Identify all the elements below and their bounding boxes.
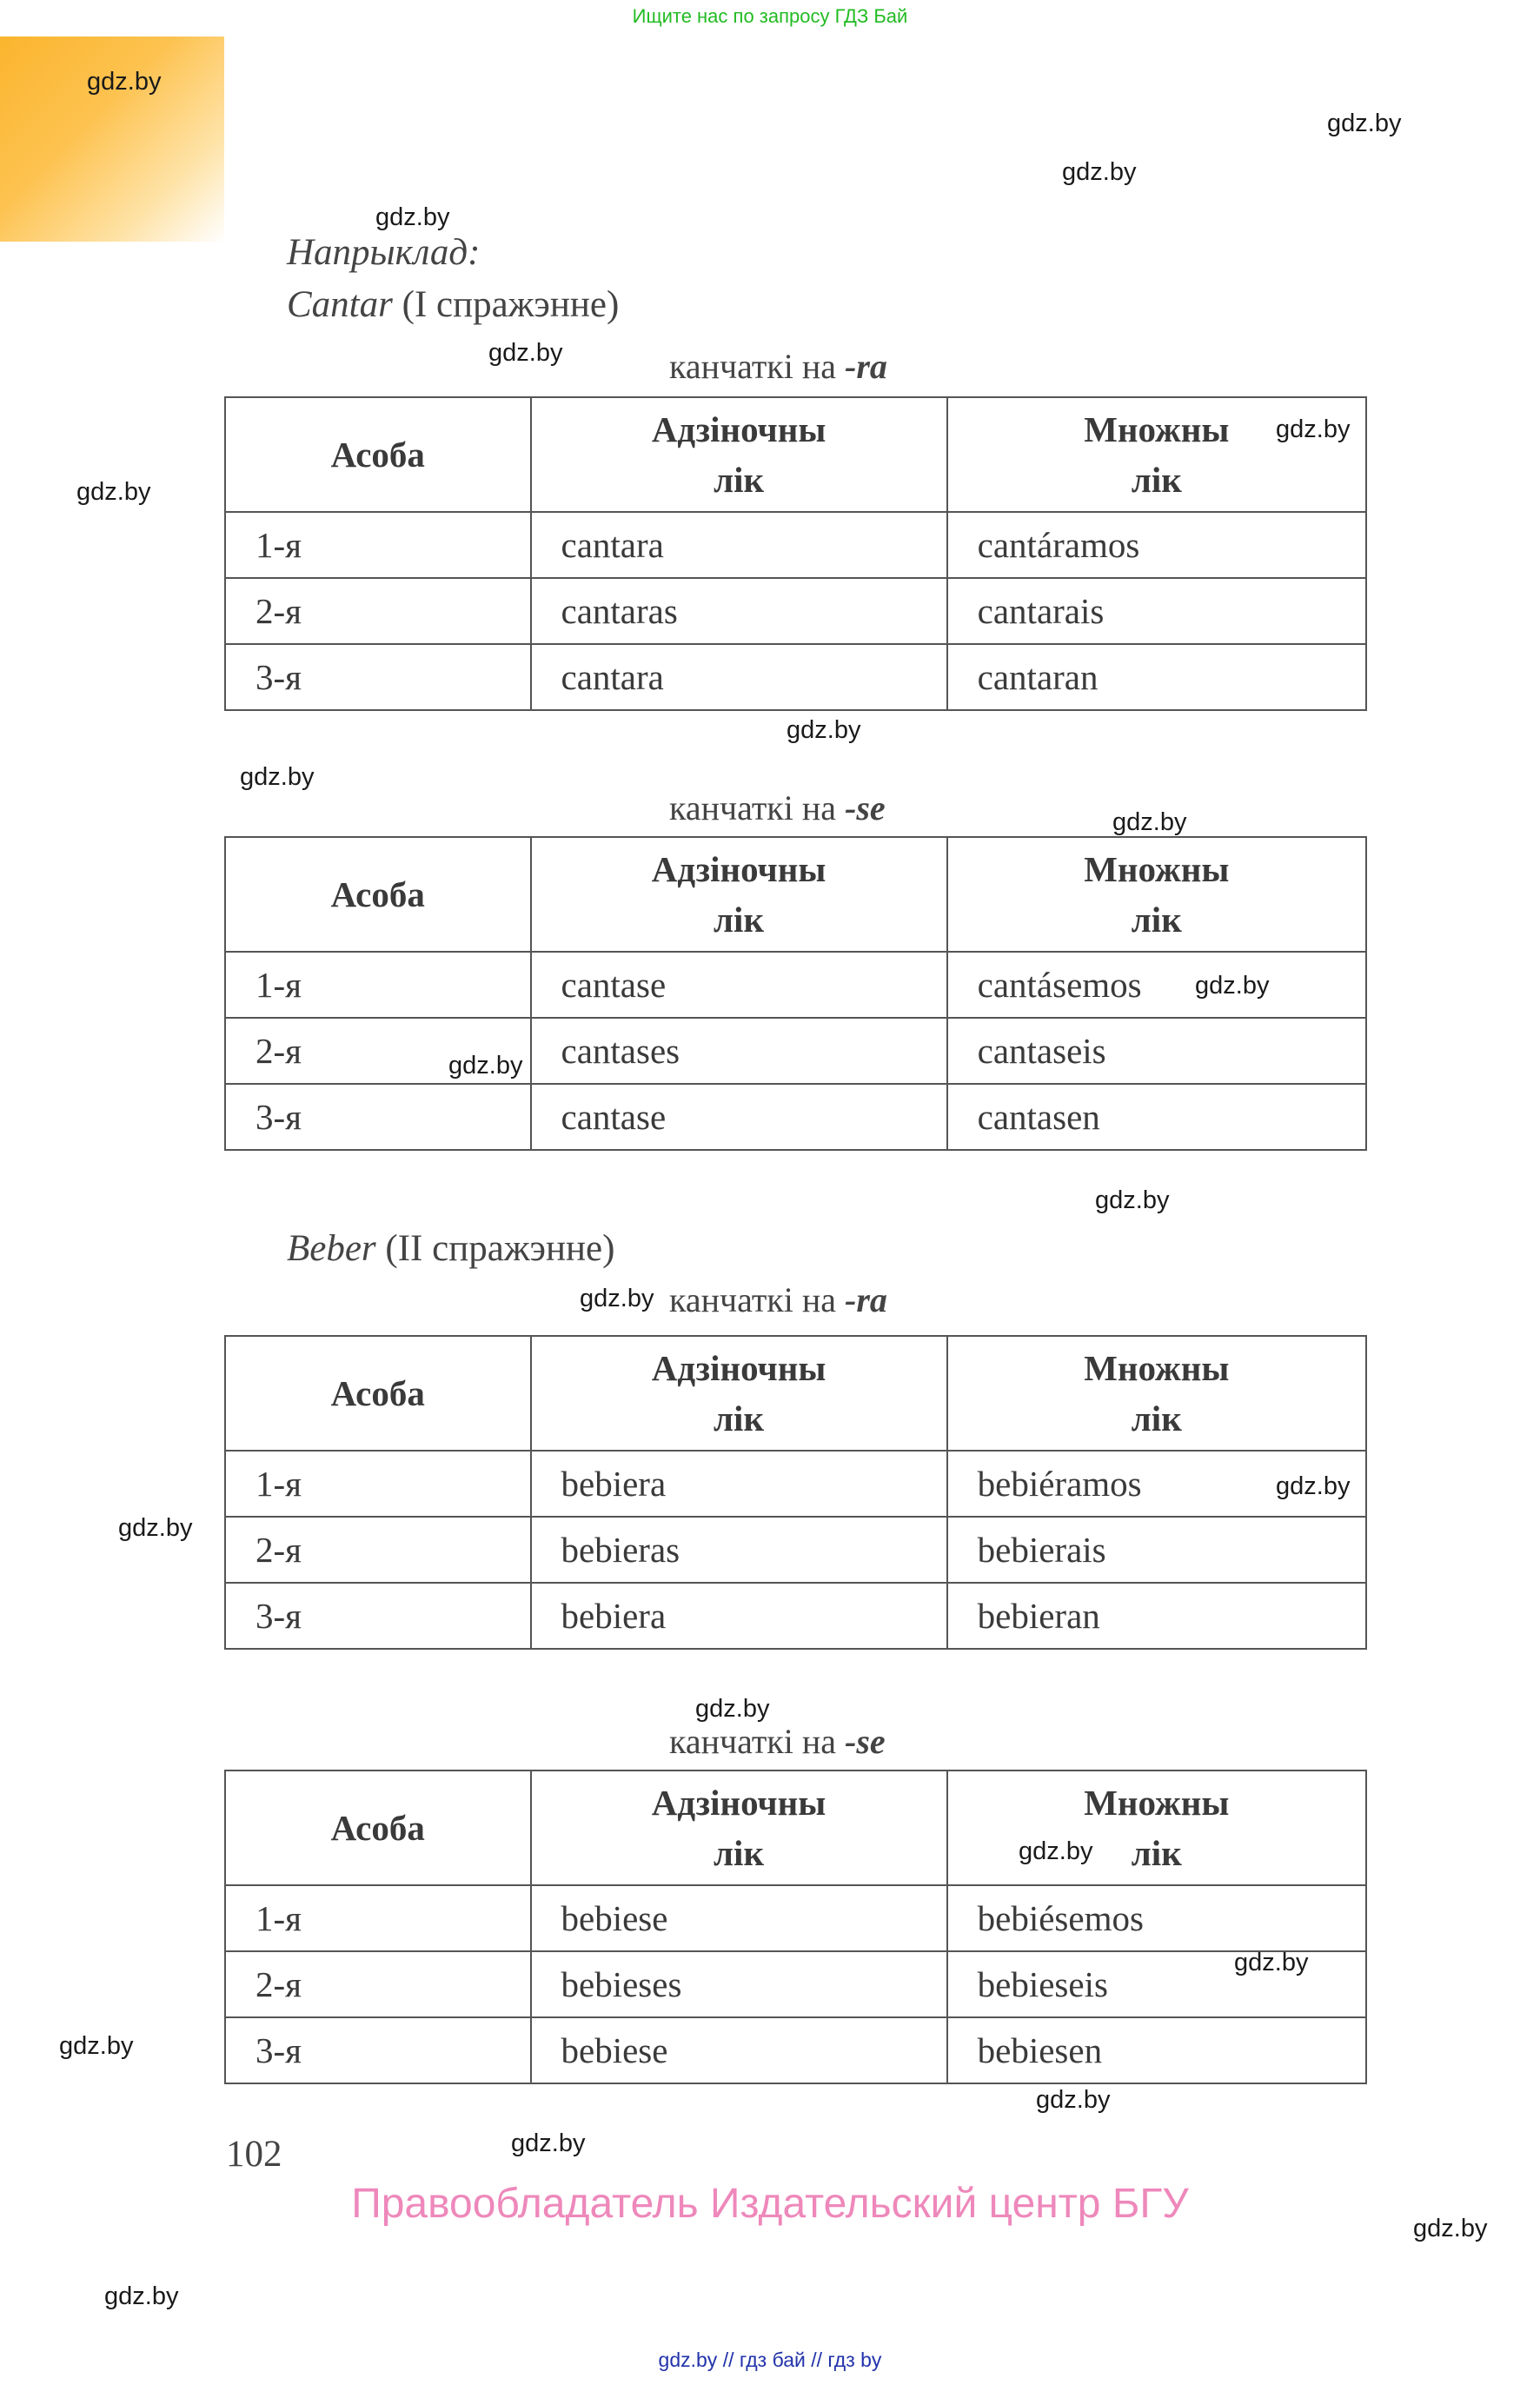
header-person: Асоба — [225, 397, 531, 512]
watermark: gdz.by — [1036, 2086, 1111, 2114]
table-row — [225, 2017, 1366, 2083]
watermark: gdz.by — [511, 2129, 586, 2157]
watermark: gdz.by — [76, 478, 151, 506]
caption-prefix: канчаткі на — [669, 1280, 846, 1319]
conjugation-label: (II спражэнне) — [385, 1228, 615, 1269]
table-header-row — [225, 397, 1366, 512]
table-row — [225, 1084, 1366, 1150]
endings-caption — [669, 1279, 887, 1320]
conjugation-label: (I спражэнне) — [402, 284, 620, 325]
verb-name: Beber — [287, 1228, 376, 1269]
watermark: gdz.by — [488, 339, 563, 367]
table-row — [225, 644, 1366, 710]
plural-cell: bebiesen — [947, 2017, 1366, 2083]
page-number: 102 — [226, 2134, 282, 2175]
singular-cell: bebiese — [531, 2017, 947, 2083]
caption-ending: -ra — [845, 347, 887, 386]
endings-caption — [669, 346, 887, 387]
table-row — [225, 1517, 1366, 1583]
header-plural: Множны лік — [947, 1336, 1366, 1451]
endings-caption — [669, 1721, 886, 1762]
verb-heading — [287, 1227, 614, 1270]
plural-cell: bebiéramos — [947, 1451, 1366, 1517]
header-singular: Адзіночны лік — [531, 1770, 947, 1885]
person-cell: 1-я — [225, 952, 531, 1018]
watermark: gdz.by — [1413, 2215, 1488, 2242]
person-cell: 2-я — [225, 578, 531, 644]
person-cell: 1-я — [225, 1451, 531, 1517]
header-singular: Адзіночны лік — [531, 837, 947, 952]
person-cell: 2-я — [225, 1018, 531, 1084]
singular-cell: cantase — [531, 952, 947, 1018]
watermark: gdz.by — [580, 1285, 654, 1312]
plural-cell: cantáramos — [947, 512, 1366, 578]
singular-cell: bebieras — [531, 1517, 947, 1583]
singular-cell: bebiera — [531, 1451, 947, 1517]
header-singular: Адзіночны лік — [531, 1336, 947, 1451]
example-intro: Напрыклад: — [287, 232, 481, 273]
footer-links[interactable]: gdz.by // гдз бай // гдз by — [658, 2348, 882, 2371]
person-cell: 3-я — [225, 1583, 531, 1649]
watermark: gdz.by — [448, 1052, 523, 1080]
copyright-notice: Правообладатель Издательский центр БГУ — [351, 2181, 1189, 2227]
plural-cell: cantarais — [947, 578, 1366, 644]
watermark: gdz.by — [104, 2282, 179, 2310]
table-header-row — [225, 1336, 1366, 1451]
singular-cell: cantaras — [531, 578, 947, 644]
singular-cell: cantases — [531, 1018, 947, 1084]
plural-cell: bebierais — [947, 1517, 1366, 1583]
watermark: gdz.by — [1095, 1186, 1170, 1214]
watermark: gdz.by — [1062, 158, 1137, 186]
watermark: gdz.by — [1019, 1837, 1093, 1865]
conjugation-table — [224, 1335, 1367, 1650]
watermark: gdz.by — [1327, 110, 1402, 137]
person-cell: 2-я — [225, 1517, 531, 1583]
caption-ending: -se — [845, 1722, 886, 1761]
watermark: gdz.by — [59, 2032, 134, 2060]
watermark: gdz.by — [87, 68, 162, 96]
plural-cell: cantaseis — [947, 1018, 1366, 1084]
singular-cell: bebieses — [531, 1951, 947, 2017]
singular-cell: cantara — [531, 512, 947, 578]
header-singular: Адзіночны лік — [531, 397, 947, 512]
table-header-row — [225, 1770, 1366, 1885]
table-row — [225, 1018, 1366, 1084]
person-cell: 1-я — [225, 1885, 531, 1951]
person-cell: 3-я — [225, 1084, 531, 1150]
watermark: gdz.by — [240, 763, 315, 791]
caption-ending: -se — [845, 788, 886, 827]
watermark: gdz.by — [1276, 415, 1351, 443]
watermark: gdz.by — [375, 203, 450, 231]
table-row — [225, 512, 1366, 578]
singular-cell: cantase — [531, 1084, 947, 1150]
table-row — [225, 1951, 1366, 2017]
watermark: gdz.by — [118, 1514, 193, 1542]
table-header-row — [225, 837, 1366, 952]
watermark: gdz.by — [1112, 808, 1187, 836]
verb-heading — [287, 283, 619, 326]
header-plural: Множны лік — [947, 837, 1366, 952]
conjugation-table — [224, 1770, 1367, 2084]
table-row — [225, 1451, 1366, 1517]
singular-cell: cantara — [531, 644, 947, 710]
watermark: gdz.by — [1276, 1472, 1351, 1500]
header-person: Асоба — [225, 1770, 531, 1885]
watermark: gdz.by — [1195, 972, 1270, 1000]
conjugation-table — [224, 396, 1367, 711]
plural-cell: cantasen — [947, 1084, 1366, 1150]
caption-prefix: канчаткі на — [669, 788, 846, 827]
watermark: gdz.by — [1234, 1949, 1309, 1976]
caption-prefix: канчаткі на — [669, 347, 846, 386]
plural-cell: bebieseis — [947, 1951, 1366, 2017]
header-plural: Множны лік — [947, 1770, 1366, 1885]
header-plural: Множны лік — [947, 397, 1366, 512]
watermark: gdz.by — [787, 716, 861, 744]
person-cell: 3-я — [225, 644, 531, 710]
header-person: Асоба — [225, 1336, 531, 1451]
conjugation-table — [224, 836, 1367, 1151]
top-banner[interactable]: Ищите нас по запросу ГДЗ Бай — [632, 5, 908, 27]
singular-cell: bebiera — [531, 1583, 947, 1649]
caption-ending: -ra — [845, 1280, 887, 1319]
table-row — [225, 952, 1366, 1018]
header-person: Асоба — [225, 837, 531, 952]
person-cell: 1-я — [225, 512, 531, 578]
verb-name: Cantar — [287, 284, 393, 325]
plural-cell: cantaran — [947, 644, 1366, 710]
person-cell: 3-я — [225, 2017, 531, 2083]
caption-prefix: канчаткі на — [669, 1722, 846, 1761]
table-row — [225, 578, 1366, 644]
plural-cell: bebiésemos — [947, 1885, 1366, 1951]
singular-cell: bebiese — [531, 1885, 947, 1951]
table-row — [225, 1583, 1366, 1649]
plural-cell: cantásemos — [947, 952, 1366, 1018]
plural-cell: bebieran — [947, 1583, 1366, 1649]
person-cell: 2-я — [225, 1951, 531, 2017]
watermark: gdz.by — [695, 1695, 770, 1723]
endings-caption — [669, 787, 886, 828]
table-row — [225, 1885, 1366, 1951]
